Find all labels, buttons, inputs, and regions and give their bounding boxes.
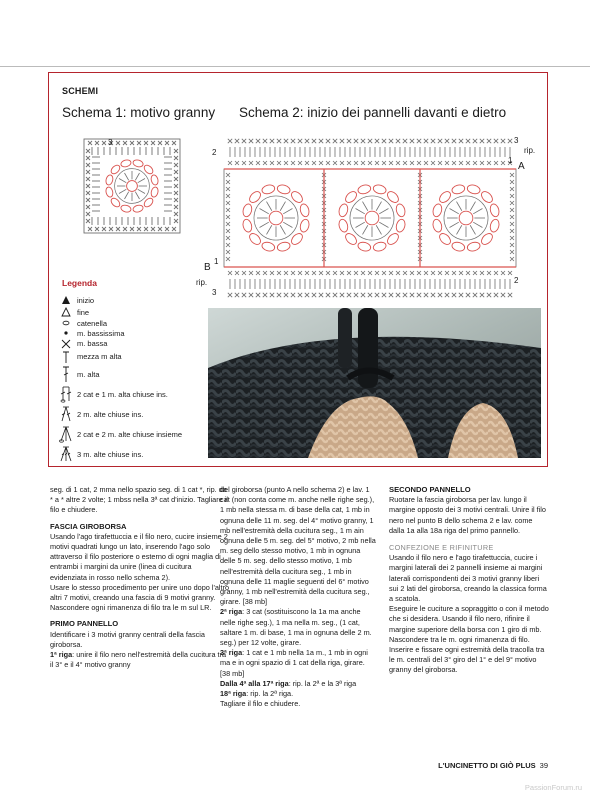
legend-label: m. alta [77, 369, 100, 379]
legend-label: 3 m. alte chiuse ins. [77, 449, 144, 459]
paragraph: Inserire e fissare ogni estremità della tracolla tra le m. centrali del 3° giro del 1° e del 9° motivo granny del giroborsa. [389, 645, 545, 675]
legend-item [58, 424, 208, 444]
legend-item [58, 318, 208, 328]
schema2-row1-b: 1 [214, 257, 219, 266]
row-text: : rip. la 2ª e la 3ª riga [288, 678, 357, 688]
legend-label: inizio [77, 295, 95, 305]
schema1-diagram [78, 133, 186, 239]
legend-label: catenella [77, 318, 108, 328]
paragraph [220, 689, 376, 699]
schema2-rip-bottom: rip. [196, 278, 208, 287]
chain-icon [58, 319, 74, 327]
schema2-title: Schema 2: inizio dei pannelli davanti e dietro [239, 105, 507, 120]
row-text: : unire il filo nero nell'estremità della cucitura tra il 3° e il 4° motivo granny [50, 650, 227, 670]
paragraph: Nascondere tra le m. ogni rimanenza di filo. [389, 634, 530, 644]
schema2-row2-right: 2 [514, 276, 519, 285]
cluster-2ch-1dc-icon [58, 385, 74, 403]
legend-label: 2 m. alte chiuse ins. [77, 409, 144, 419]
magazine-name: L'UNCINETTO DI GIÒ PLUS [438, 761, 536, 770]
bag-photo-illustration [208, 308, 541, 458]
paragraph: Identificare i 3 motivi granny centrali della fascia giroborsa. [50, 629, 205, 649]
legend-label: m. bassa [77, 339, 108, 348]
row-label: Dalla 4ª alla 17ª riga [220, 678, 289, 688]
paragraph: Ruotare la fascia giroborsa per lav. lungo il margine opposto dei 3 motivi centrali. Unire il filo nero nel punto B dello schema 2 e lav. come dalla 1a alla 18a riga del primo pannello. [389, 495, 546, 535]
end-icon [58, 307, 74, 317]
schema2-row1-a: 1 [508, 156, 513, 165]
legend-item [58, 404, 208, 424]
paragraph: seg. di 1 cat, 2 mma nello spazio seg. di 1 cat *, rip. da * a * altre 2 volte; 1 mbss nella 3ª cat d'inizio. Tagliare il filo e chiudere. [50, 485, 228, 515]
schema2-seam-lines [224, 169, 516, 267]
schema2-granny-motifs [242, 184, 501, 253]
schema1-outer-stitches [84, 139, 180, 233]
cluster-2ch-2dc-icon [58, 425, 74, 443]
row-text: : rip. la 2ª riga. [246, 689, 294, 699]
schema2-diagram [194, 133, 554, 303]
row-label: 1ª riga [50, 650, 73, 660]
paragraph: Nascondere ogni rimanenza di filo tra le m sul LR. [50, 603, 212, 613]
legend-item [58, 444, 208, 464]
paragraph [220, 607, 376, 648]
section-title: SCHEMI [62, 86, 99, 96]
legend-item [58, 306, 208, 318]
granny-motif [338, 184, 407, 253]
schema2-row2-left: 2 [212, 148, 217, 157]
granny-motif [242, 184, 311, 253]
row-text: : 3 cat (sostituiscono la 1a ma anche nelle righe seg.), 1 ma nella m. seg., (1 cat, saltare 1 m. di base, 1 ma in ognuna delle 2 m. seg.) per 12 volte, girare. [220, 607, 372, 648]
legend-label: 2 cat e 2 m. alte chiuse insieme [77, 429, 183, 439]
row-text: : 1 cat e 1 mb nella 1a m., 1 mb in ogni ma e in ogni spazio di 1 cat della riga, girare. [38 mb] [220, 648, 368, 678]
granny-motif [105, 159, 159, 213]
row-label: 2ª riga [220, 607, 243, 617]
granny-motif [432, 184, 501, 253]
heading-primo-pannello: PRIMO PANNELLO [50, 619, 119, 629]
single-crochet-icon [58, 339, 74, 349]
paragraph: Eseguire le cuciture a sopraggitto o con il metodo che si desidera. Usando il filo nero, rifinire il margine superiore della borsa con 1 giro di mb. [389, 604, 549, 634]
paragraph [220, 648, 376, 679]
watermark: PassionForum.ru [524, 783, 582, 792]
legend-item [58, 294, 208, 306]
schema2-row3-top: 3 [514, 136, 519, 145]
legend-label: 2 cat e 1 m. alta chiuse ins. [77, 389, 168, 399]
legend-label: fine [77, 307, 90, 317]
paragraph: Tagliare il filo e chiudere. [220, 699, 301, 709]
legend-item [58, 384, 208, 404]
paragraph [220, 679, 376, 689]
heading-fascia-giroborsa: FASCIA GIROBORSA [50, 521, 127, 531]
paragraph: Usando il filo nero e l'ago tirafettuccia, cucire i margini laterali dei 2 pannelli insieme ai margini laterali corrispondenti dei 3 motivi granny liberi sui 2 lati del giroborsa, creando la classica forma a scatola. [389, 553, 547, 604]
start-icon [58, 295, 74, 305]
schema2-stitch-rows [224, 139, 516, 297]
legend-item [58, 328, 208, 338]
text-column-2 [220, 485, 376, 709]
schema1-granny-center [105, 159, 159, 213]
paragraph: del giroborsa (punto A nello schema 2) e lav. 1 cat (non conta come m. anche nelle righe seg.), 1 mb nella stessa m. di base della cat, 1 mb in ognuna delle 11 m. seg. del 4° motivo granny, 1 mb nell'estremità della cucitura seg., 1 m ain ognuna delle 5 m. seg. del 5° motivo, 2 mb nella m. seg dello stesso motivo, 1 mb in ognuna delle 5 m. seg. dello stesso motivo, 1 mb nell'estremità della cucitura seg., 1 mb in ognuna delle 11 maglie seguenti del 6° motivo granny, 1 mb nell'estremità della cucitura seg., girare. [38 mb] [220, 485, 376, 607]
schema2-point-b: B [204, 262, 211, 273]
schema1-round-label: 3 [108, 138, 113, 147]
row-label: 18ª riga [220, 689, 247, 699]
paragraph: Usare lo stesso procedimento per unire uno dopo l'altro altri 7 motivi, creando una fascia di 9 motivi granny. [50, 582, 230, 603]
page-number: 39 [539, 761, 548, 770]
row-label: 3ª riga [220, 648, 243, 658]
schema1-title: Schema 1: motivo granny [62, 105, 216, 120]
slip-stitch-icon [58, 329, 74, 337]
bag-photo [208, 308, 541, 458]
text-column-3 [389, 485, 549, 676]
half-double-icon [58, 350, 74, 364]
legend-item [58, 349, 208, 364]
legend-item [58, 364, 208, 384]
paragraph [50, 650, 230, 670]
paragraph: Usando l'ago tirafettuccia e il filo nero, cucire insieme 2 motivi quadrati lungo un lato, inserendo l'ago solo attraverso il filo posteriore o esterno di ogni maglia di entrambi i margini da unire (linea di cucitura evidenziata in rosso nello schema 2). [50, 531, 228, 582]
legend [58, 294, 208, 464]
page-footer [438, 761, 548, 770]
double-crochet-icon [58, 365, 74, 383]
legend-label: mezza m alta [77, 352, 122, 361]
heading-confezione: CONFEZIONE E RIFINITURE [389, 543, 494, 553]
cluster-3dc-icon [58, 445, 74, 463]
legend-item [58, 338, 208, 349]
schema2-row3-bottom: 3 [212, 288, 217, 297]
legend-label: m. bassissima [77, 328, 125, 338]
text-column-1 [50, 485, 230, 670]
legend-title: Legenda [62, 278, 97, 288]
top-rule [0, 66, 590, 67]
cluster-2dc-icon [58, 405, 74, 423]
heading-secondo-pannello: SECONDO PANNELLO [389, 485, 471, 494]
schema2-point-a: A [518, 161, 525, 172]
schema2-rip-top: rip. [524, 146, 536, 155]
